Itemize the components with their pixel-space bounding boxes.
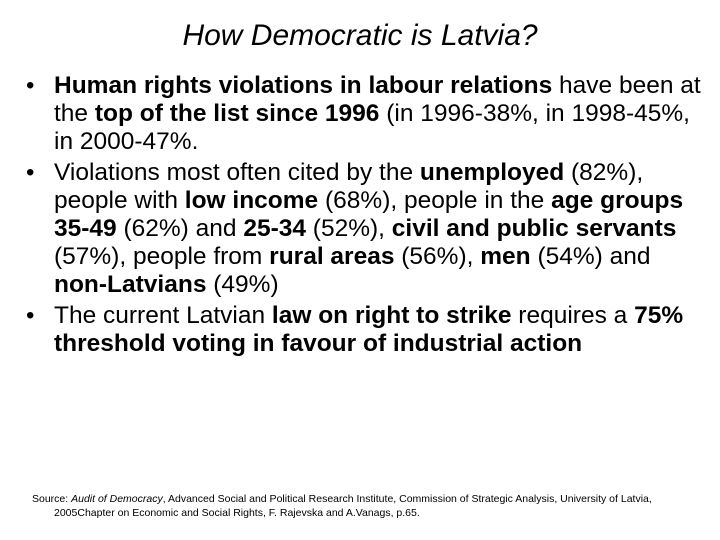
text-bold: low income — [184, 187, 319, 214]
text-normal: Violations most often cited by the — [54, 159, 420, 186]
text-normal: requires a — [511, 302, 635, 329]
text-normal: have been at the — [54, 72, 701, 127]
text-normal: (in 1996-38%, in 1998-45%, in 2000-47%. — [54, 100, 690, 155]
text-bold: Human rights violations in labour relations — [54, 72, 553, 99]
text-normal: (82%), people with — [54, 159, 644, 214]
bullet-item — [18, 302, 710, 358]
text-bold: 25-34 — [243, 215, 306, 242]
bullet-dot: • — [26, 72, 35, 99]
text-normal: (54%) and — [530, 243, 651, 270]
source-details: , Advanced Social and Political Research Institute, Commission of Strategic Analysis, University of Latvia, 2005Chapter on Economic and Social Rights, F. Rajevska and A.Vanags, p.65. — [54, 493, 652, 519]
text-bold: non-Latvians — [54, 271, 207, 298]
bullet-dot: • — [26, 302, 35, 329]
text-normal: (49%) — [206, 271, 279, 298]
text-bold: civil and public servants — [391, 215, 677, 242]
source-citation — [32, 492, 714, 520]
text-normal: (56%), — [394, 243, 481, 270]
bullet-list — [18, 72, 710, 361]
bullet-item — [18, 159, 710, 299]
bullet-item — [18, 72, 710, 156]
text-bold: rural areas — [269, 243, 395, 270]
bullet-dot: • — [26, 159, 35, 186]
source-prefix: Source: — [32, 493, 72, 505]
text-normal: (68%), people in the — [318, 187, 552, 214]
text-bold: unemployed — [419, 159, 565, 186]
text-normal: The current Latvian — [54, 302, 272, 329]
text-bold: law on right to strike — [271, 302, 512, 329]
text-normal: (57%), people from — [54, 243, 270, 270]
text-bold: men — [480, 243, 531, 270]
slide-title: How Democratic is Latvia? — [182, 19, 538, 52]
text-bold: 75% threshold voting in favour of industrial action — [54, 302, 684, 357]
text-bold: age groups 35-49 — [54, 187, 684, 242]
source-title: Audit of Democracy — [71, 493, 163, 505]
text-normal: (52%), — [306, 215, 392, 242]
text-bold: top of the list since 1996 — [94, 100, 380, 127]
text-normal: (62%) and — [116, 215, 244, 242]
